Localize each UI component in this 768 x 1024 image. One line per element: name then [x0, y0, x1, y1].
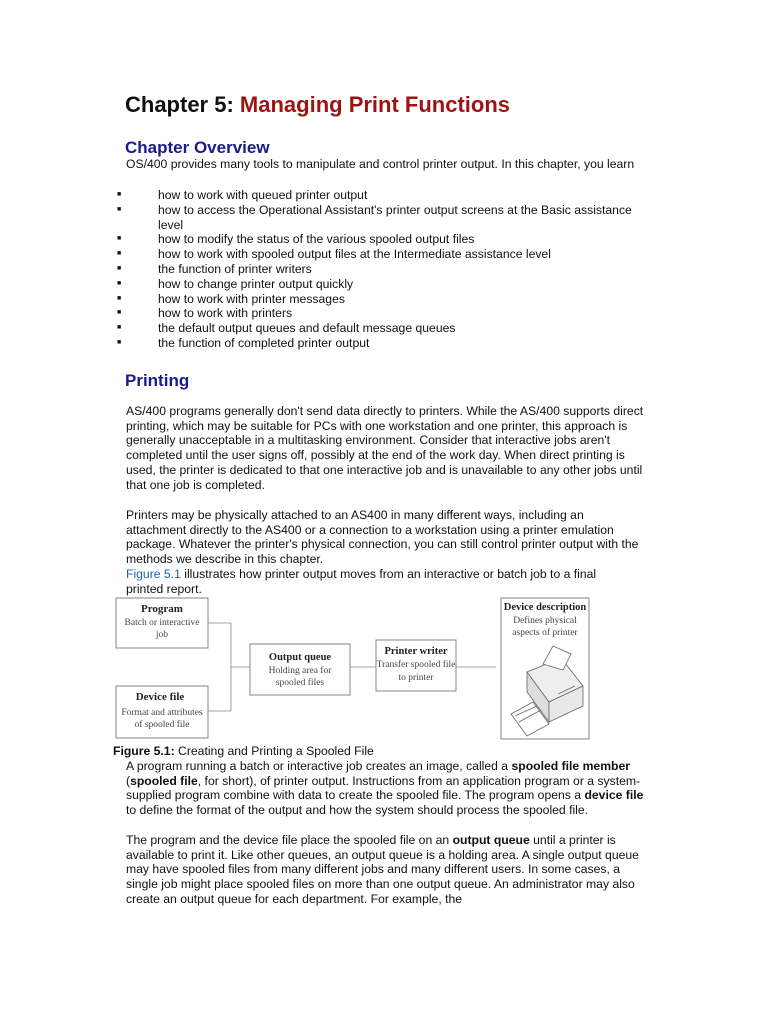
- printing-heading: Printing: [125, 371, 190, 390]
- program-desc-2: job: [155, 630, 169, 640]
- program-title: Program: [141, 603, 183, 615]
- chapter-title: [125, 92, 510, 118]
- spooled-file-diagram: [113, 594, 593, 742]
- bullet-icon: ■: [117, 324, 122, 332]
- printer-writer-desc-1: Transfer spooled file: [376, 660, 456, 670]
- device-description-desc-1: Defines physical: [513, 616, 577, 626]
- device-file-desc-1: Format and attributes: [121, 708, 203, 718]
- bullet-icon: ■: [117, 191, 122, 198]
- bullet-icon: ■: [117, 338, 122, 346]
- overview-heading: Chapter Overview: [125, 138, 270, 157]
- bullet-icon: ■: [117, 235, 122, 243]
- device-description-title: Device description: [503, 602, 587, 613]
- printing-paragraph-1: AS/400 programs generally don't send data directly to printers. While the AS/400 supports direct printing, which may be suitable for PCs with one workstation and one printer, this approach is generally unacceptable in a multitasking environment. Consider that interactive jobs aren't completed until the user signs off, possibly at the end of the work day. When direct printing is used, the printer is dedicated to that one interactive job and is unavailable to any other jobs until that one job is completed.: [126, 404, 644, 492]
- bullet-icon: ■: [117, 279, 122, 287]
- bullet-icon: ■: [117, 309, 122, 317]
- device-file-title: Device file: [135, 691, 185, 703]
- output-queue-desc-2: spooled files: [275, 678, 325, 688]
- bullet-icon: ■: [117, 250, 122, 258]
- printer-writer-desc-2: to printer: [398, 673, 434, 683]
- list-item: ■ the function of completed printer output: [117, 335, 370, 350]
- device-file-desc-2: of spooled file: [134, 720, 190, 730]
- chapter-name: Managing Print Functions: [239, 92, 511, 117]
- output-queue-desc-1: Holding area for: [268, 666, 332, 676]
- overview-intro: OS/400 provides many tools to manipulate and control printer output. In this chapter, you learn: [126, 157, 635, 171]
- list-item: ■ how to work with printer messages: [117, 291, 345, 306]
- overview-bullet-list: [115, 188, 660, 351]
- bullet-icon: ■: [117, 205, 122, 213]
- figure-link[interactable]: Figure 5.1: [126, 567, 181, 581]
- printing-paragraph-2: Printers may be physically attached to an AS400 in many different ways, including an attachment directly to the AS400 or a connection to a workstation using a printer emulation package. Whatever the printer's physical connection, you can still control printer output with the methods we describe in this chapter.: [126, 508, 639, 567]
- list-item: ■ how to access the Operational Assistant's printer output screens at the Basic assistance level: [117, 202, 632, 232]
- printer-writer-title: Printer writer: [384, 646, 448, 657]
- list-item: ■ how to work with spooled output files at the Intermediate assistance level: [117, 247, 551, 262]
- output-queue-paragraph: The program and the device file place the spooled file on an output queue until a printer is available to print it. Like other queues, an output queue is a holding area. A single output queue may have spooled files from many different jobs and many different users. In some cases, a single job might place spooled files on more than one output queue. An administrator may also create an output queue for each department. For example, the: [126, 833, 639, 906]
- list-item: ■ how to work with printers: [117, 306, 293, 321]
- device-description-desc-2: aspects of printer: [512, 628, 578, 638]
- list-item: ■ how to work with queued printer output: [117, 188, 368, 202]
- bullet-icon: ■: [117, 294, 122, 302]
- figure-caption: Figure 5.1: Creating and Printing a Spooled File: [113, 744, 374, 758]
- printing-paragraph-3: Figure 5.1 illustrates how printer output moves from an interactive or batch job to a final printed report.: [126, 567, 597, 596]
- program-desc-1: Batch or interactive: [124, 618, 200, 628]
- chapter-number: Chapter 5:: [125, 92, 234, 117]
- output-queue-title: Output queue: [268, 652, 332, 663]
- list-item: ■ the default output queues and default message queues: [117, 321, 456, 336]
- spooled-file-paragraph: A program running a batch or interactive job creates an image, called a spooled file member (spooled file, for short), of printer output. Instructions from an application program or a system-supplied program combine with data to create the spooled file. The program opens a device file to define the format of the output and how the system should process the spooled file.: [126, 759, 644, 818]
- list-item: ■ how to modify the status of the various spooled output files: [117, 232, 475, 247]
- list-item: ■ the function of printer writers: [117, 261, 312, 276]
- list-item: ■ how to change printer output quickly: [117, 276, 354, 291]
- bullet-icon: ■: [117, 264, 122, 272]
- figure-caption-label: Figure 5.1:: [113, 744, 175, 758]
